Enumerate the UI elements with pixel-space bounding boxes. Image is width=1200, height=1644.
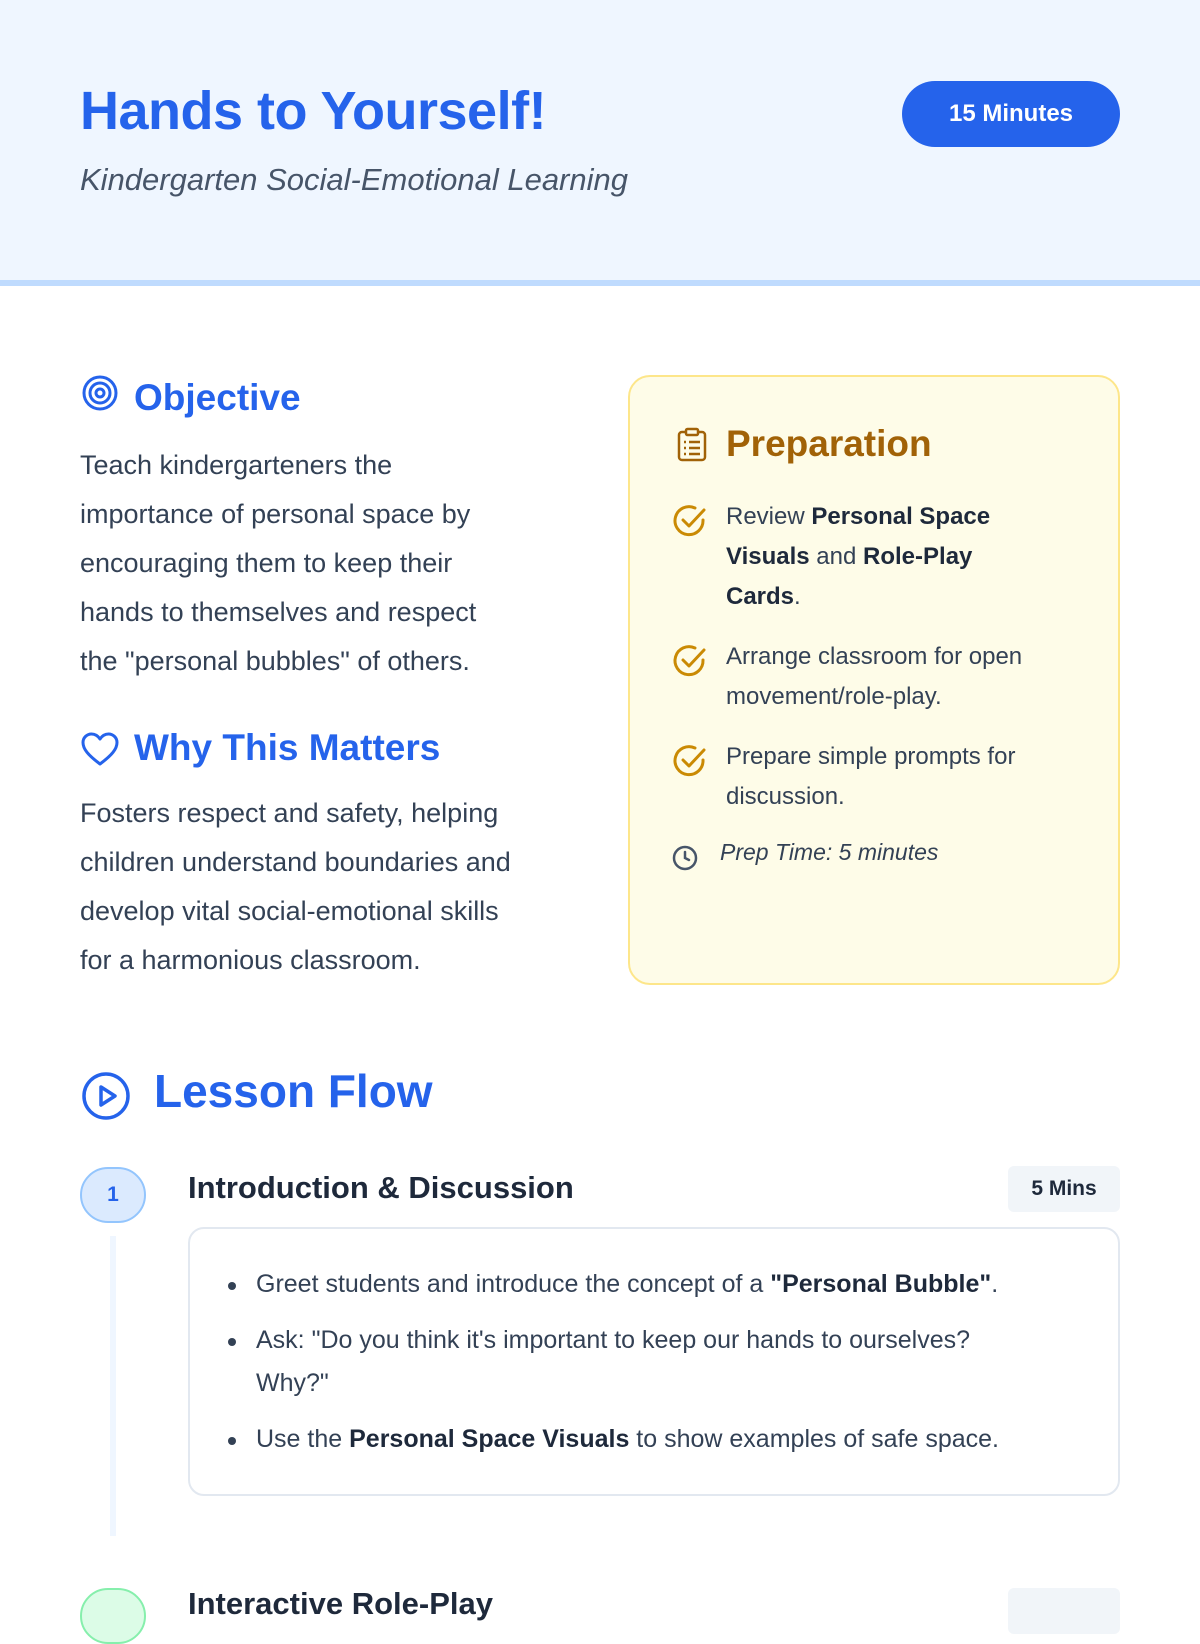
duration-badge: 15 Minutes	[902, 81, 1120, 147]
page-title: Hands to Yourself!	[80, 81, 547, 141]
preparation-card	[628, 375, 1120, 985]
step-bullet: Ask: "Do you think it's important to keep our hands to ourselves? Why?"	[256, 1319, 1076, 1405]
target-icon	[80, 373, 120, 413]
step-bullet-list	[256, 1263, 1076, 1474]
check-circle-icon	[672, 643, 708, 679]
timeline-line	[110, 1236, 116, 1536]
lesson-flow-title: Lesson Flow	[154, 1065, 433, 1117]
step-bullet: Use the Personal Space Visuals to show examples of safe space.	[256, 1418, 1076, 1461]
why-line: develop vital social-emotional skills	[80, 896, 499, 926]
objective-line: encouraging them to keep their	[80, 548, 453, 578]
step-title: Introduction & Discussion	[188, 1170, 574, 1205]
why-line: Fosters respect and safety, helping	[80, 798, 499, 828]
objective-line: Teach kindergarteners the	[80, 450, 393, 480]
page-subtitle: Kindergarten Social-Emotional Learning	[80, 162, 628, 197]
preparation-title: Preparation	[726, 423, 932, 464]
check-circle-icon	[672, 743, 708, 779]
step-duration-badge	[1008, 1588, 1120, 1634]
step-title: Interactive Role-Play	[188, 1586, 493, 1621]
why-title: Why This Matters	[134, 727, 441, 768]
objective-title: Objective	[134, 377, 301, 418]
prep-item: Arrange classroom for open movement/role-play.	[726, 643, 1023, 710]
clock-icon	[670, 843, 700, 873]
prep-item: Review Personal Space Visuals and Role-Play Cards.	[726, 503, 991, 610]
check-circle-icon	[672, 503, 708, 539]
clipboard-icon	[674, 427, 710, 463]
step-duration-badge: 5 Mins	[1008, 1166, 1120, 1212]
objective-line: the "personal bubbles" of others.	[80, 646, 470, 676]
objective-line: importance of personal space by	[80, 499, 471, 529]
why-line: for a harmonious classroom.	[80, 945, 421, 975]
step-number	[80, 1588, 146, 1644]
why-text	[80, 789, 600, 985]
play-circle-icon	[80, 1070, 132, 1122]
why-line: children understand boundaries and	[80, 847, 511, 877]
step-number: 1	[80, 1167, 146, 1223]
prep-item: Prepare simple prompts for discussion.	[726, 743, 1016, 810]
prep-time: Prep Time: 5 minutes	[720, 839, 939, 865]
heart-icon	[80, 730, 120, 770]
objective-line: hands to themselves and respect	[80, 597, 477, 627]
objective-text	[80, 441, 580, 686]
step-bullet: Greet students and introduce the concept of a "Personal Bubble".	[256, 1263, 1076, 1306]
header-banner	[0, 0, 1200, 286]
step-card	[188, 1227, 1120, 1496]
